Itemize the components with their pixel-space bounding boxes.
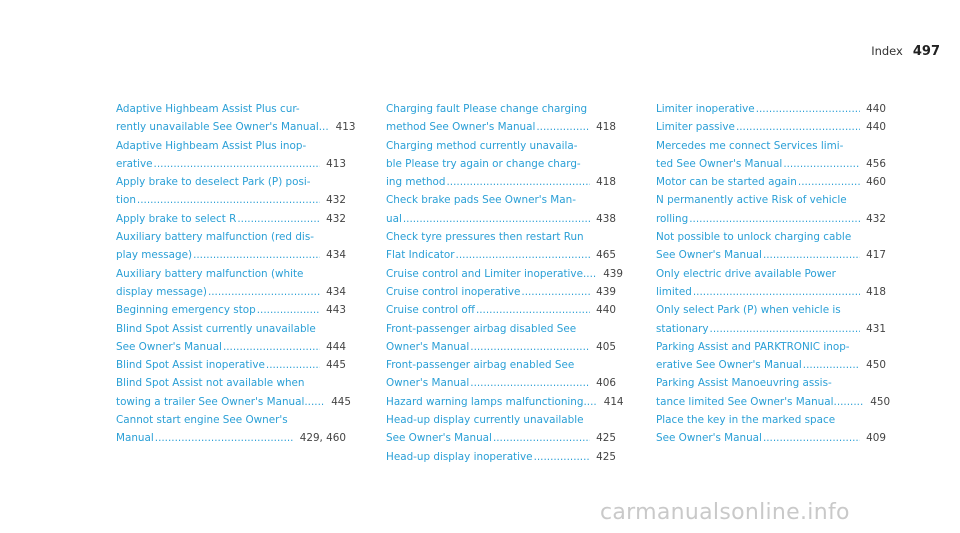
index-entry-text: rolling: [656, 212, 689, 225]
index-entry-text: N permanently active Risk of vehicle: [656, 194, 847, 207]
index-entry[interactable]: [656, 301, 886, 338]
index-entry[interactable]: [116, 173, 346, 210]
index-column-3: [656, 100, 891, 448]
index-entry-text: Blind Spot Assist inoperative: [116, 359, 265, 372]
leader-dots: [535, 118, 590, 136]
index-entry-text: erative See Owner's Manual: [656, 359, 802, 372]
index-entry[interactable]: [386, 191, 616, 228]
index-page-ref: 431: [866, 322, 886, 335]
index-entry-text: limited: [656, 285, 692, 298]
index-entry-text: Beginning emergency stop: [116, 304, 256, 317]
index-entry[interactable]: [656, 374, 891, 411]
index-entry[interactable]: [656, 137, 886, 174]
index-entry-text: See Owner's Manual: [656, 249, 762, 262]
index-page-ref: 432: [866, 212, 886, 225]
leader-dots: [192, 246, 320, 264]
index-entry-text: ing method: [386, 176, 446, 189]
index-entry[interactable]: [386, 137, 616, 192]
index-page-ref: 417: [866, 249, 886, 262]
index-entry[interactable]: [116, 228, 346, 265]
index-page-ref: 456: [866, 157, 886, 170]
index-entry[interactable]: [386, 320, 616, 357]
index-entry[interactable]: [386, 393, 624, 411]
index-entry-text: tion: [116, 194, 136, 207]
index-page-ref: 406: [596, 377, 616, 390]
leader-dots: [455, 246, 591, 264]
leader-dots: [762, 246, 860, 264]
index-entry-text: Flat Indicator: [386, 249, 455, 262]
index-page-ref: 434: [326, 249, 346, 262]
index-page-ref: 434: [326, 285, 346, 298]
index-entry[interactable]: [656, 338, 886, 375]
leader-dots: [469, 374, 590, 392]
index-page-ref: 439: [603, 267, 624, 280]
index-entry-text: Charging fault Please change charging: [386, 103, 588, 115]
page-header: [871, 44, 940, 59]
leader-dots: [782, 155, 860, 173]
index-entry[interactable]: [656, 228, 886, 265]
index-page-ref: 405: [596, 340, 616, 353]
index-entry-text: Head-up display currently unavailable: [386, 414, 584, 427]
leader-dots: [469, 338, 590, 356]
leader-dots: [533, 448, 591, 466]
index-entry-text: Only select Park (P) when vehicle is: [656, 304, 841, 317]
index-entry-text: Blind Spot Assist currently unavailable: [116, 322, 316, 335]
index-entry[interactable]: [386, 356, 616, 393]
leader-dots: [688, 210, 860, 228]
index-entry[interactable]: [386, 411, 616, 448]
index-entry[interactable]: [386, 228, 616, 265]
index-entry-text: ted See Owner's Manual: [656, 157, 783, 170]
index-page-ref: 425: [596, 432, 616, 445]
index-column-2: [386, 100, 624, 466]
index-entry[interactable]: [656, 265, 886, 302]
index-entry[interactable]: [116, 265, 346, 302]
index-entry-text: See Owner's Manual: [116, 340, 222, 353]
index-entry-text: Cruise control and Limiter inoperative....: [386, 267, 597, 280]
leader-dots: [256, 301, 320, 319]
section-title: Index: [871, 44, 903, 58]
leader-dots: [709, 320, 861, 338]
index-entry[interactable]: [656, 411, 886, 448]
index-page-ref: 414: [603, 395, 624, 408]
leader-dots: [446, 173, 591, 191]
index-entry[interactable]: [656, 173, 886, 191]
index-page-ref: 445: [326, 359, 346, 372]
leader-dots: [755, 100, 860, 118]
index-entry-text: Adaptive Highbeam Assist Plus inop-: [116, 139, 307, 152]
index-entry-text: play message): [116, 249, 193, 262]
index-page-ref: 432: [326, 212, 346, 225]
index-entry-text: ual: [386, 212, 402, 225]
leader-dots: [520, 283, 590, 301]
index-entry-text: rently unavailable See Owner's Manual...: [116, 121, 329, 134]
index-entry[interactable]: [386, 265, 624, 283]
index-page-ref: 440: [596, 304, 616, 317]
index-entry-text: Adaptive Highbeam Assist Plus cur-: [116, 103, 300, 115]
index-page-ref: 418: [596, 121, 616, 134]
index-entry-text: Limiter inoperative: [656, 103, 755, 115]
index-entry[interactable]: [116, 356, 346, 374]
leader-dots: [402, 210, 590, 228]
leader-dots: [154, 429, 294, 447]
index-entry-text: Manual: [116, 432, 154, 445]
index-entry-text: Motor can be started again: [656, 176, 797, 189]
index-entry[interactable]: [386, 448, 616, 466]
index-page-ref: 444: [326, 340, 346, 353]
index-entry-text: Front-passenger airbag enabled See: [386, 359, 575, 372]
index-entry-text: Blind Spot Assist not available when: [116, 377, 305, 390]
index-entry-text: method See Owner's Manual: [386, 121, 536, 134]
index-entry-text: Limiter passive: [656, 121, 735, 134]
index-entry-text: Not possible to unlock charging cable: [656, 231, 852, 244]
index-entry-text: Front-passenger airbag disabled See: [386, 322, 577, 335]
leader-dots: [222, 338, 320, 356]
index-page-ref: 440: [866, 103, 886, 115]
index-entry[interactable]: [116, 301, 346, 319]
index-entry-text: Place the key in the marked space: [656, 414, 836, 427]
leader-dots: [136, 191, 320, 209]
index-entry-text: Cruise control inoperative: [386, 285, 521, 298]
index-entry-text: Owner's Manual: [386, 377, 470, 390]
index-page-ref: 445: [331, 395, 352, 408]
index-entry-text: Cannot start engine See Owner's: [116, 414, 288, 427]
page-number: 497: [912, 44, 940, 59]
index-entry-text: tance limited See Owner's Manual.........: [656, 395, 864, 408]
leader-dots: [153, 155, 321, 173]
index-entry-text: Apply brake to select R: [116, 212, 237, 225]
index-entry-text: See Owner's Manual: [386, 432, 492, 445]
index-page-ref: 432: [326, 194, 346, 207]
index-page-ref: 418: [866, 285, 886, 298]
index-page-ref: 439: [596, 285, 616, 298]
index-entry-text: Auxiliary battery malfunction (white: [116, 267, 304, 280]
index-entry[interactable]: [116, 100, 356, 137]
index-entry[interactable]: [116, 374, 352, 411]
index-entry-text: Only electric drive available Power: [656, 267, 836, 280]
index-entry-text: Parking Assist and PARKTRONIC inop-: [656, 340, 850, 353]
leader-dots: [475, 301, 590, 319]
index-entry-text: towing a trailer See Owner's Manual......: [116, 395, 325, 408]
index-entry-text: Mercedes me connect Services limi-: [656, 139, 844, 152]
index-entry-text: Owner's Manual: [386, 340, 470, 353]
index-entry-text: Check tyre pressures then restart Run: [386, 231, 584, 244]
index-page-ref: 425: [596, 450, 616, 463]
index-page-ref: 443: [326, 304, 346, 317]
index-entry[interactable]: [116, 137, 346, 174]
leader-dots: [735, 118, 860, 136]
index-entry[interactable]: [656, 118, 886, 136]
index-page-ref: 438: [596, 212, 616, 225]
index-page-ref: 413: [335, 121, 356, 134]
leader-dots: [762, 429, 860, 447]
index-entry-text: Auxiliary battery malfunction (red dis-: [116, 231, 314, 244]
index-entry-text: stationary: [656, 322, 709, 335]
index-column-1: [116, 100, 356, 448]
index-page-ref: 440: [866, 121, 886, 134]
index-entry-text: Hazard warning lamps malfunctioning....: [386, 395, 597, 408]
index-entry-text: Apply brake to deselect Park (P) posi-: [116, 176, 311, 189]
index-entry[interactable]: [386, 100, 616, 137]
index-page-ref: 450: [866, 359, 886, 372]
index-page-ref: 418: [596, 176, 616, 189]
leader-dots: [802, 356, 860, 374]
index-page-ref: 465: [596, 249, 616, 262]
leader-dots: [492, 429, 590, 447]
index-entry-text: Charging method currently unavaila-: [386, 139, 578, 152]
leader-dots: [797, 173, 860, 191]
leader-dots: [265, 356, 320, 374]
index-entry[interactable]: [656, 100, 886, 118]
watermark: carmanualsonline.info: [600, 500, 850, 525]
leader-dots: [207, 283, 320, 301]
index-entry[interactable]: [386, 301, 616, 319]
index-entry-text: See Owner's Manual: [656, 432, 762, 445]
index-page-ref: 409: [866, 432, 886, 445]
index-entry-text: Check brake pads See Owner's Man-: [386, 194, 576, 207]
index-page-ref: 429, 460: [299, 432, 346, 445]
index-entry-text: display message): [116, 285, 207, 298]
index-page-ref: 413: [326, 157, 346, 170]
index-entry-text: erative: [116, 157, 153, 170]
index-entry-text: ble Please try again or change charg-: [386, 157, 581, 170]
index-entry-text: Cruise control off: [386, 304, 475, 317]
index-page-ref: 450: [870, 395, 891, 408]
index-entry-text: Head-up display inoperative: [386, 450, 533, 463]
index-entry[interactable]: [116, 210, 346, 228]
index-entry[interactable]: [116, 320, 346, 357]
index-entry[interactable]: [656, 191, 886, 228]
index-entry[interactable]: [386, 283, 616, 301]
leader-dots: [692, 283, 860, 301]
index-page-ref: 460: [866, 176, 886, 189]
index-entry-text: Parking Assist Manoeuvring assis-: [656, 377, 832, 390]
index-entry[interactable]: [116, 411, 346, 448]
leader-dots: [236, 210, 320, 228]
